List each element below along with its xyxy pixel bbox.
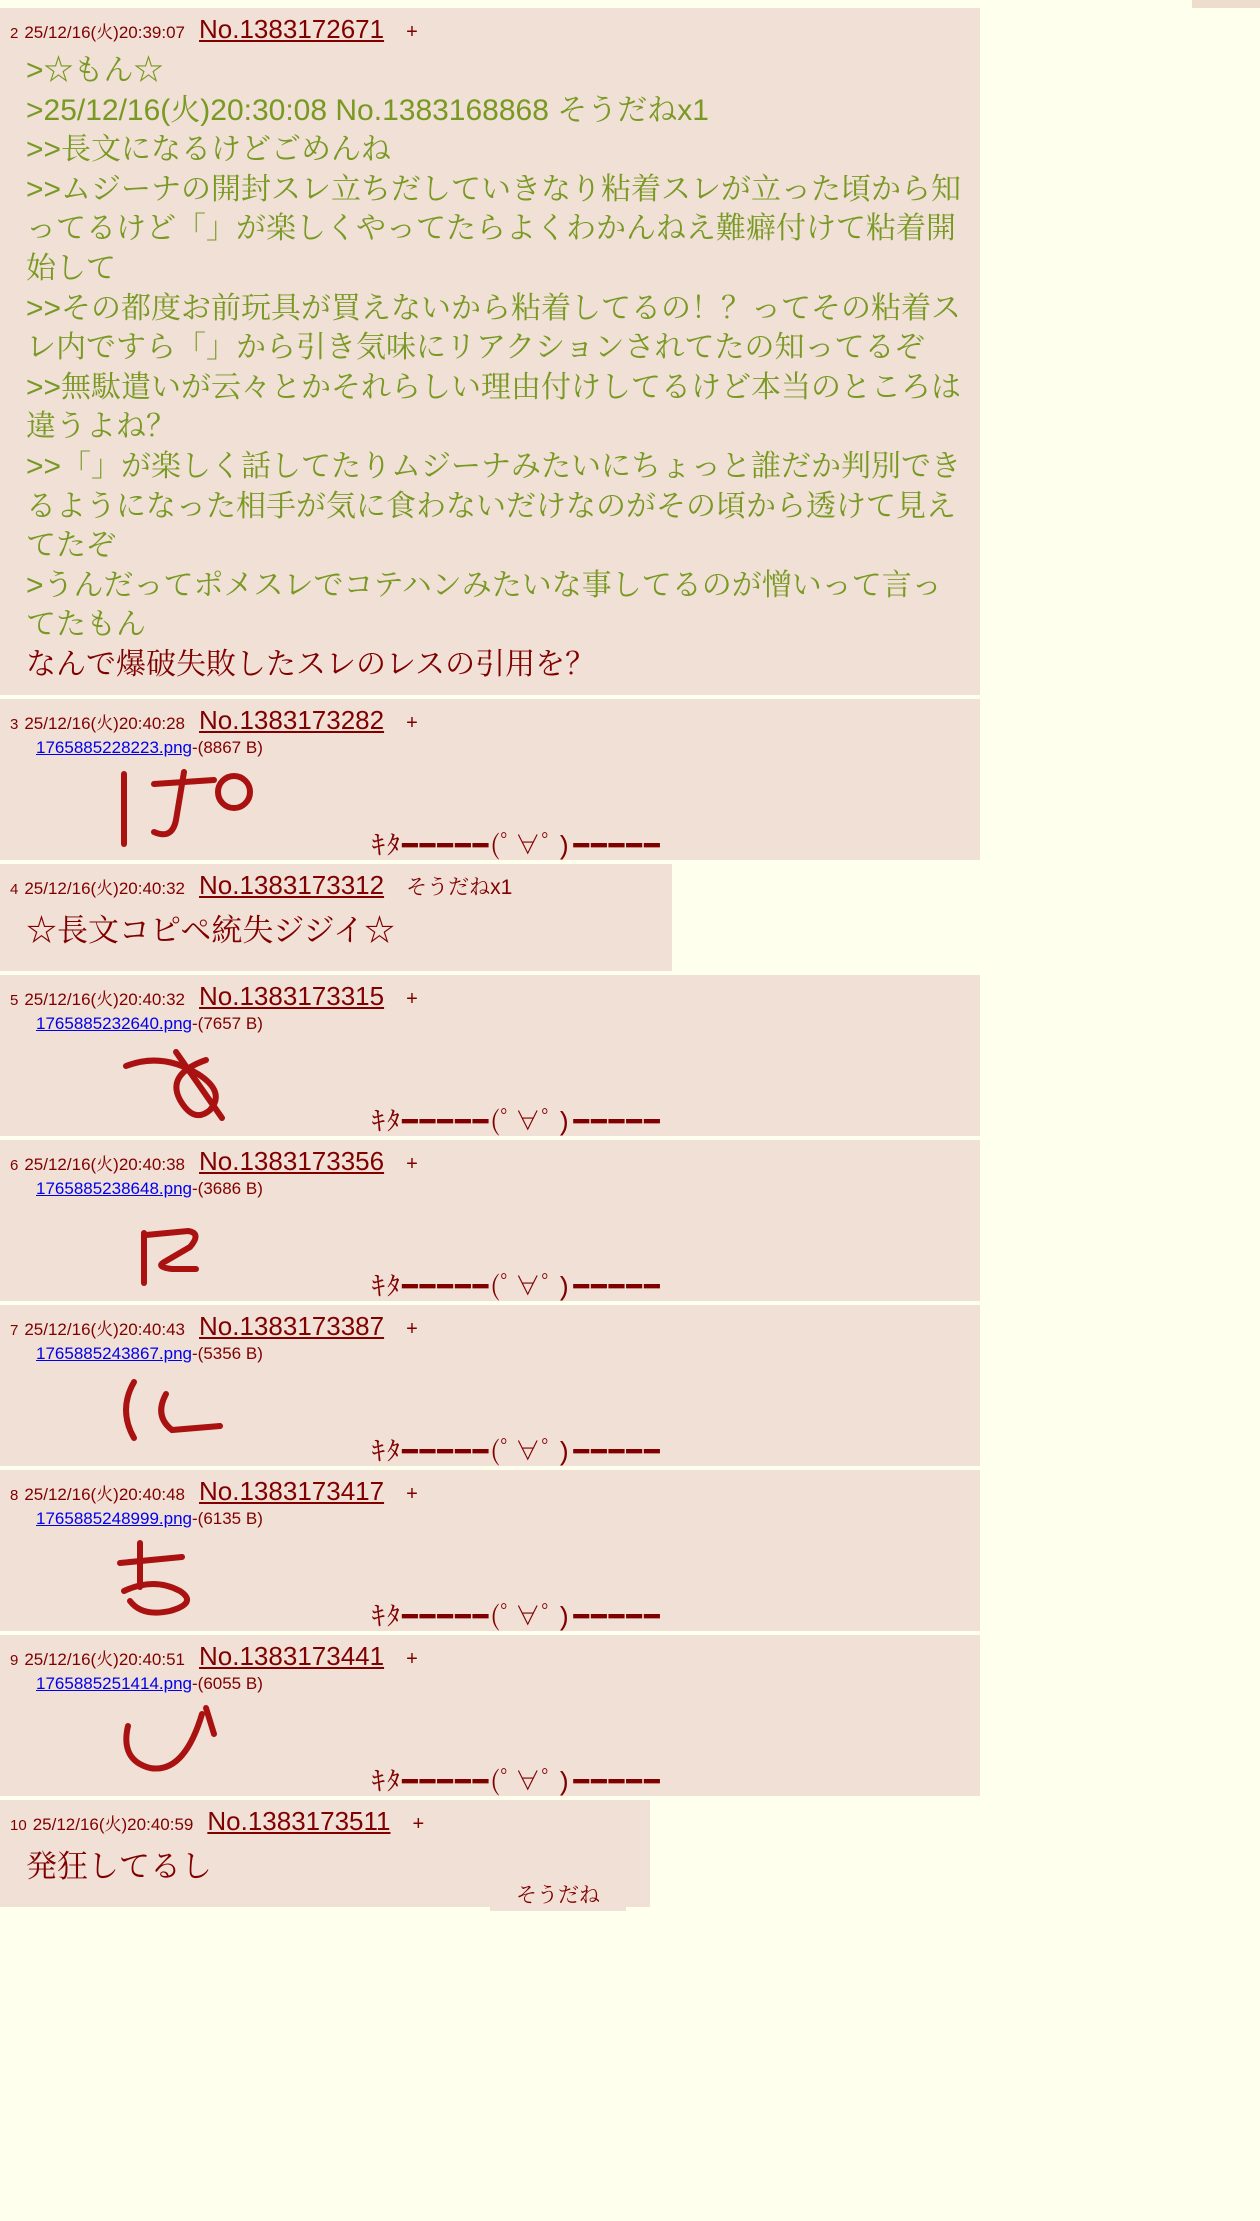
attachment-thumbnail[interactable] [110,1529,260,1621]
attachment-thumbnail[interactable] [110,1199,260,1291]
post-id-link[interactable]: No.1383173312 [199,869,385,900]
post-date: 25/12/16(火)20:40:28 [24,713,186,733]
post-date: 25/12/16(火)20:40:48 [24,1484,186,1504]
file-size: -(5356 B) [192,1343,263,1363]
post-9 [0,1635,980,1799]
expand-plus-button[interactable]: + [406,21,418,43]
post-id-link[interactable]: No.1383173387 [199,1310,385,1341]
post-date: 25/12/16(火)20:40:32 [24,878,186,898]
post-body [0,45,980,689]
post-date: 25/12/16(火)20:40:38 [24,1154,186,1174]
quote-line: >>ムジーナの開封スレ立ちだしていきなり粘着スレが立った頃から知ってるけど「」が楽しくやってたらよくわかんねえ難癖付けて粘着開始して [26,172,962,285]
post-2 [0,8,980,695]
sodane-count[interactable]: そうだねx1 [406,875,513,899]
post-index: 10 [10,1816,27,1834]
expand-plus-button[interactable]: + [406,1152,418,1175]
ascii-line-1: ｷﾀ━━━━━(ﾟ∀ﾟ)━━━━━ [372,831,662,862]
attachment-row [0,1364,980,1469]
file-info [0,1507,980,1529]
post-index: 3 [10,715,19,733]
post-6 [0,1140,980,1304]
post-header [0,699,980,736]
post-index: 7 [10,1321,19,1339]
attachment-row [0,1694,980,1799]
file-size: -(7657 B) [192,1013,263,1033]
post-id-link[interactable]: No.1383173315 [199,980,385,1011]
file-name-link[interactable]: 1765885243867.png [36,1343,192,1363]
attachment-row [0,1529,980,1634]
file-info [0,1177,980,1199]
attachment-row [0,1199,980,1304]
post-id-link[interactable]: No.1383173356 [199,1145,385,1176]
post-date: 25/12/16(火)20:40:32 [24,989,186,1009]
quote-line: >>「」が楽しく話してたりムジーナみたいにちょっと誰だか判別できるようになった相手が気に食わないだけなのがその頃から透けて見えてたぞ [26,449,962,563]
ascii-line-1: ｷﾀ━━━━━(ﾟ∀ﾟ)━━━━━ [372,1273,662,1304]
quote-line: >>無駄遣いが云々とかそれらしい理由付けしてるけど本当のところは違うよね？ [26,370,962,444]
post-date: 25/12/16(火)20:40:51 [24,1649,186,1669]
attachment-row [0,1034,980,1139]
ascii-line-1: ｷﾀ━━━━━(ﾟ∀ﾟ)━━━━━ [372,1603,662,1634]
expand-plus-button[interactable]: + [406,711,418,734]
file-name-link[interactable]: 1765885228223.png [36,737,192,757]
post-header [0,864,672,901]
attachment-row [0,758,980,862]
file-name-link[interactable]: 1765885238648.png [36,1178,192,1198]
post-header [0,1305,980,1342]
file-info [0,1342,980,1364]
attachment-thumbnail[interactable] [110,1694,260,1786]
quote-line: >☆もん☆ [26,54,164,87]
expand-plus-button[interactable]: + [406,1317,418,1340]
post-8 [0,1470,980,1634]
post-body [0,901,672,965]
file-name-link[interactable]: 1765885232640.png [36,1013,192,1033]
file-size: -(3686 B) [192,1178,263,1198]
ascii-line-1: ｷﾀ━━━━━(ﾟ∀ﾟ)━━━━━ [372,1768,662,1799]
attachment-thumbnail[interactable] [110,1034,260,1126]
expand-plus-button[interactable]: + [412,1812,425,1835]
post-header [0,1800,650,1837]
top-strip-right-block [1192,0,1260,8]
post-index: 5 [10,991,19,1009]
post-date: 25/12/16(火)20:39:07 [24,23,186,42]
quote-line: >うんだってポメスレでコテハンみたいな事してるのが憎いって言ってたもん [26,568,942,642]
post-date: 25/12/16(火)20:40:59 [32,1814,194,1834]
post-id-link[interactable]: No.1383173282 [199,704,385,735]
quote-line: >>その都度お前玩具が買えないから粘着してるの！？ってその粘着スレ内ですら「」から引き気味にリアクションされてたの知ってるぞ [26,291,962,365]
post-index: 9 [10,1651,19,1669]
quote-line: >25/12/16(火)20:30:08 No.1383168868 そうだねx1 [26,93,709,127]
file-info [0,1672,980,1694]
file-info [0,736,980,758]
expand-plus-button[interactable]: + [406,987,418,1010]
expand-plus-button[interactable]: + [406,1482,418,1505]
file-name-link[interactable]: 1765885251414.png [36,1673,192,1693]
ascii-line-1: ｷﾀ━━━━━(ﾟ∀ﾟ)━━━━━ [372,1108,662,1139]
post-header [0,1140,980,1177]
post-7 [0,1305,980,1469]
file-size: -(6135 B) [192,1508,263,1528]
ascii-line-1: ｷﾀ━━━━━(ﾟ∀ﾟ)━━━━━ [372,1438,662,1469]
attachment-thumbnail[interactable] [110,1364,260,1456]
post-header [0,1470,980,1507]
post-id-link[interactable]: No.1383173441 [199,1640,385,1671]
quote-line: >>長文になるけどごめんね [26,133,392,167]
post-id-link[interactable]: No.1383173511 [207,1805,391,1836]
reply-text: 発狂してるし [26,1848,212,1884]
post-index: 2 [10,25,19,42]
post-index: 6 [10,1156,19,1174]
post-index: 4 [10,880,19,898]
post-id-link[interactable]: No.1383172671 [199,14,385,44]
reply-text: ☆長文コピペ統失ジジイ☆ [26,912,396,948]
post-date: 25/12/16(火)20:40:43 [24,1319,186,1339]
post-5 [0,975,980,1139]
post-id-link[interactable]: No.1383173417 [199,1475,385,1506]
post-header [0,975,980,1012]
reply-text: なんで爆破失敗したスレのレスの引用を？ [26,647,596,681]
post-header [0,1635,980,1672]
file-info [0,1012,980,1034]
expand-plus-button[interactable]: + [406,1647,418,1670]
top-strip [0,0,1260,8]
post-index: 8 [10,1486,19,1504]
attachment-thumbnail[interactable] [110,758,260,850]
file-size: -(6055 B) [192,1673,263,1693]
post-3 [0,699,980,860]
sodane-button[interactable]: そうだね [490,1875,626,1911]
post-header [0,8,980,45]
file-size: -(8867 B) [192,737,263,757]
post-4 [0,864,672,971]
file-name-link[interactable]: 1765885248999.png [36,1508,192,1528]
